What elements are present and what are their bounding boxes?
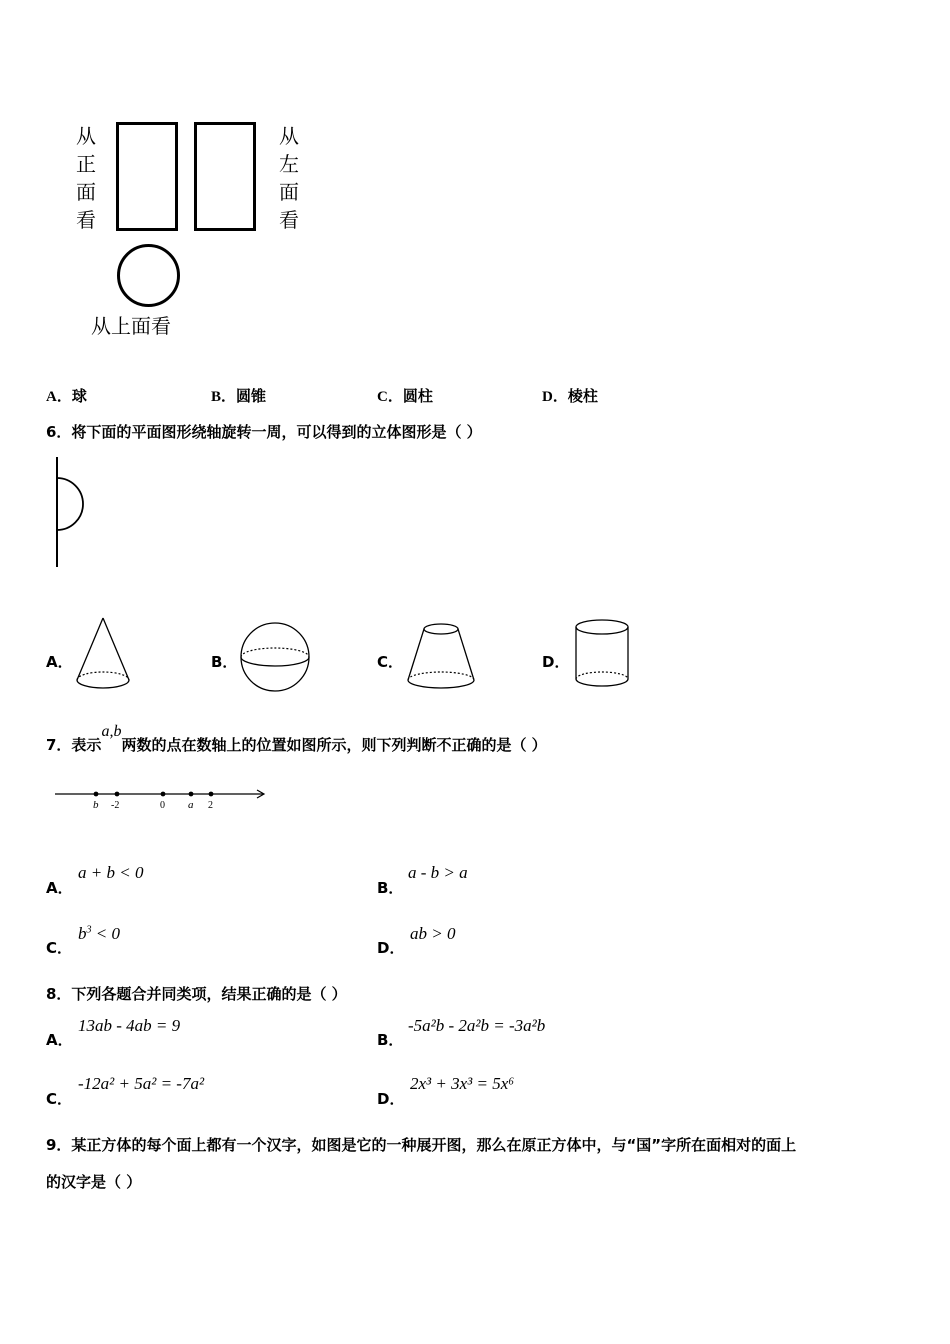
q9-stem-line2: 的汉字是（ ） (46, 1173, 142, 1191)
q8-option-b-math: -5a²b - 2a²b = -3a²b (408, 1016, 546, 1035)
number-line-label-0: 0 (160, 800, 165, 811)
front-label-char: 正 (76, 152, 96, 176)
q7-option-a-math: a + b < 0 (78, 863, 144, 882)
option-letter: D． (542, 389, 568, 405)
left-view-label (277, 122, 301, 234)
option-letter: C． (377, 389, 403, 405)
math-base: b (78, 924, 87, 943)
q8-option-d-letter: D． (377, 1090, 405, 1108)
half-circle-axis-figure (50, 455, 90, 570)
q7-option-b-math: a - b > a (408, 863, 468, 882)
q7-stem (46, 723, 547, 755)
q7-stem-prefix: 7．表示 (46, 736, 102, 754)
option-text: 球 (71, 387, 87, 405)
math-superscript: 3 (86, 924, 92, 936)
left-label-char: 面 (279, 180, 299, 204)
q8-option-a-letter: A． (46, 1031, 73, 1049)
q7-option-a-letter: A． (46, 879, 73, 897)
left-label-char: 看 (279, 208, 299, 232)
option-letter: B． (211, 389, 237, 405)
q8-stem: 8．下列各题合并同类项，结果正确的是（ ） (46, 985, 347, 1003)
front-label-char: 看 (76, 208, 96, 232)
q6-option-a-letter: A． (46, 653, 73, 671)
q7-option-c-letter: C． (46, 939, 73, 957)
q7-stem-suffix: 两数的点在数轴上的位置如图所示，则下列判断不正确的是（ ） (121, 736, 547, 754)
q8-option-c-letter: C． (46, 1090, 73, 1108)
q5-option-a (46, 385, 87, 406)
option-letter: A． (46, 389, 72, 405)
number-line-label-2: 2 (208, 800, 213, 811)
number-line-label-b: b (93, 799, 99, 811)
left-label-char: 左 (279, 152, 299, 176)
q6-option-d-letter: D． (542, 653, 570, 671)
q8-option-a-math: 13ab - 4ab = 9 (78, 1016, 181, 1035)
q6-stem: 6．将下面的平面图形绕轴旋转一周，可以得到的立体图形是（ ） (46, 423, 482, 441)
q7-stem-math: a,b (101, 723, 122, 740)
option-text: 棱柱 (567, 387, 598, 405)
front-label-char: 面 (76, 180, 96, 204)
front-view-label (74, 122, 98, 234)
q9-stem-line1: 9．某正方体的每个面上都有一个汉字，如图是它的一种展开图，那么在原正方体中，与“国”字所在面相对的面上 (46, 1136, 797, 1154)
q7-option-b-letter: B． (377, 879, 404, 897)
left-view-rectangle (194, 122, 256, 231)
q8-option-b-letter: B． (377, 1031, 404, 1049)
option-text: 圆锥 (236, 387, 267, 405)
q7-option-d-math: ab > 0 (410, 924, 456, 943)
cylinder-icon (573, 617, 633, 693)
q5-option-d (542, 385, 598, 406)
option-text: 圆柱 (402, 387, 433, 405)
front-view-rectangle (116, 122, 178, 231)
frustum-icon (404, 620, 478, 692)
q5-option-b (211, 385, 266, 406)
sphere-icon (238, 620, 312, 694)
q7-option-d-letter: D． (377, 939, 405, 957)
q8-option-c-math: -12a² + 5a² = -7a² (78, 1074, 205, 1093)
left-label-char: 从 (279, 124, 299, 148)
top-view-circle (117, 244, 180, 307)
number-line-label-neg2: -2 (111, 800, 120, 811)
number-line-label-a: a (188, 799, 194, 811)
front-label-char: 从 (76, 124, 96, 148)
q6-option-b-letter: B． (211, 653, 238, 671)
math-tail: < 0 (91, 924, 120, 943)
q8-option-d-math: 2x³ + 3x³ = 5x⁶ (410, 1074, 515, 1093)
q7-option-c-math (78, 924, 120, 944)
top-view-label: 从上面看 (91, 314, 171, 338)
cone-icon (72, 615, 134, 691)
q6-option-c-letter: C． (377, 653, 404, 671)
q5-option-c (377, 385, 433, 406)
